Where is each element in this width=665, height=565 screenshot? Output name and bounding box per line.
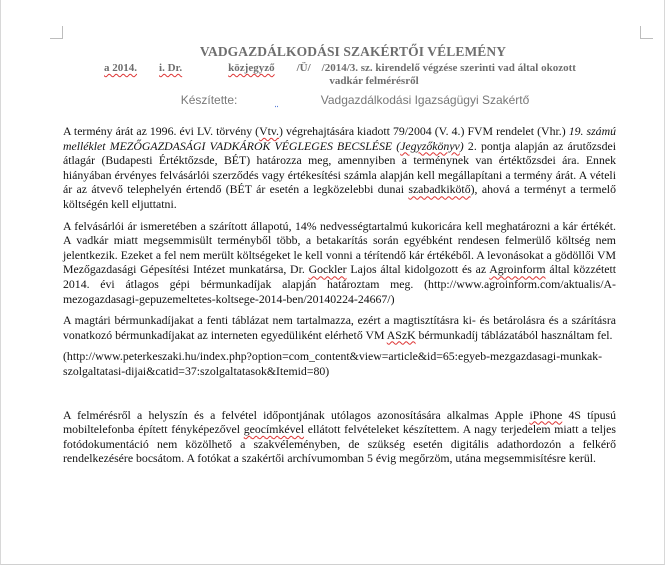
author-line (90, 93, 620, 107)
paragraph-source-url: (http://www.peterkeszaki.hu/index.php?option=com_content&view=article&id=65:egyeb-mezgazdasagi-munkak-szolgaltatasi-dijai&catid=37:szolgaltatasok&Itemid=80) (63, 349, 603, 378)
ref-line-2: vadkár felmérésről (329, 75, 419, 87)
vtv-abbr: Vtv. (259, 124, 279, 138)
document-title: VADGAZDÁLKODÁSI SZAKÉRTŐI VÉLEMÉNY (199, 44, 507, 59)
ref-notary: közjegyző (228, 62, 275, 74)
margin-corner-mark-right (640, 26, 653, 39)
paragraph-price-basis: A termény árát az 1996. évi LV. törvény (Vtv.) végrehajtására kiadott 79/2004 (V. 4.) FVM rendelet (Vhr.) 19. számú melléklet MEZŐGAZDASÁGI VADKÁROK VÉGLEGES BECSLÉSE (Jegyzőkönyv) 2. pontja alapján az árutőzsdei átlagár (Budapesti Értéktőzsde, BÉT) határozza meg, amennyiben a terménynek van értéktőzsdei ára. Ennek hiányában érvényes felvásárlói szerződés vagy értékesítési számla alapján kell megállapítani a termény árát. A vételi ár az átvevő telephelyén értendő (BÉT ár esetén a legközelebbi dunai szabadkikötő), ahová a terményt a termelő költségén kell eljuttatni. (63, 124, 616, 211)
aszk-abbr: ASzK (386, 327, 416, 342)
author-name: Vadgazdálkodási Igazságügyi Szakértő (320, 93, 530, 107)
iphone-word: iPhone (529, 407, 563, 422)
document-body (63, 124, 616, 473)
author-label: Készítette: (180, 93, 238, 107)
org-name: Agroinform (489, 262, 546, 277)
paragraph-warehouse-fees: A magtári bérmunkadíjakat a fenti táblázat nem tartalmazza, ezért a magtisztításra ki- és betárolásra és a szárításra vonatkozó bérmunkadíjakat az interneten egyedüliként elérhető VM ASzK bérmunkadíj táblázatából használtam fel. (63, 313, 616, 342)
paragraph-photos: A felmérésről a helyszín és a felvétel időpontjának utólagos azonosítására alkalmas Apple iPhone 4S típusú mobiltelefonba épített fényképezővel geocímkével ellátott felvételeket készítettem. A nagy terjedelem miatt a teljes fotódokumentáció nem közölhető a szakvéleményben, de szükség esetén digitális adathordozón a felkérő rendelkezésére bocsátom. A fotókat a szakértői archívumomban 5 évig megőrzöm, utána megsemmisítésre kerül. (63, 407, 616, 466)
port-word: szabadkikötő (408, 182, 471, 197)
person-name: Gockler (308, 262, 347, 277)
document-header (60, 44, 620, 107)
ref-dr: i. Dr. (159, 62, 183, 74)
ref-year: a 2014. (104, 62, 138, 74)
margin-corner-mark-left (50, 26, 63, 39)
ref-number: /Ü/ /2014/3. sz. kirendelő végzése szerinti vad által okozott (296, 62, 576, 74)
geotag-word: geocímkével (243, 422, 305, 437)
reference-line (60, 62, 620, 88)
paragraph-deductions: A felvásárlói ár ismeretében a szárított állapotú, 14% nedvességtartalmú kukoricára kell meghatározni a kár értékét. A vadkár miatt megsemmisült terményből több, a betakarítás során egyébként rendesen felmerülő költség nem jelentkezik. Ezeket a fel nem merült költségeket le kell vonni a térítendő kár értékéből. A levonásokat a gödöllői VM Mezőgazdasági Gépesítési Intézet munkatársa, Dr. Gockler Lajos által kidolgozott és az Agroinform által közzétett 2014. évi átlagos gépi bérmunkadíjak alapján határoztam meg. (http://www.agroinform.com/aktualis/A-mezogazdasagi-gepuzemeltetes-koltsege-2014-ben/20140224-24667/) (63, 218, 617, 306)
